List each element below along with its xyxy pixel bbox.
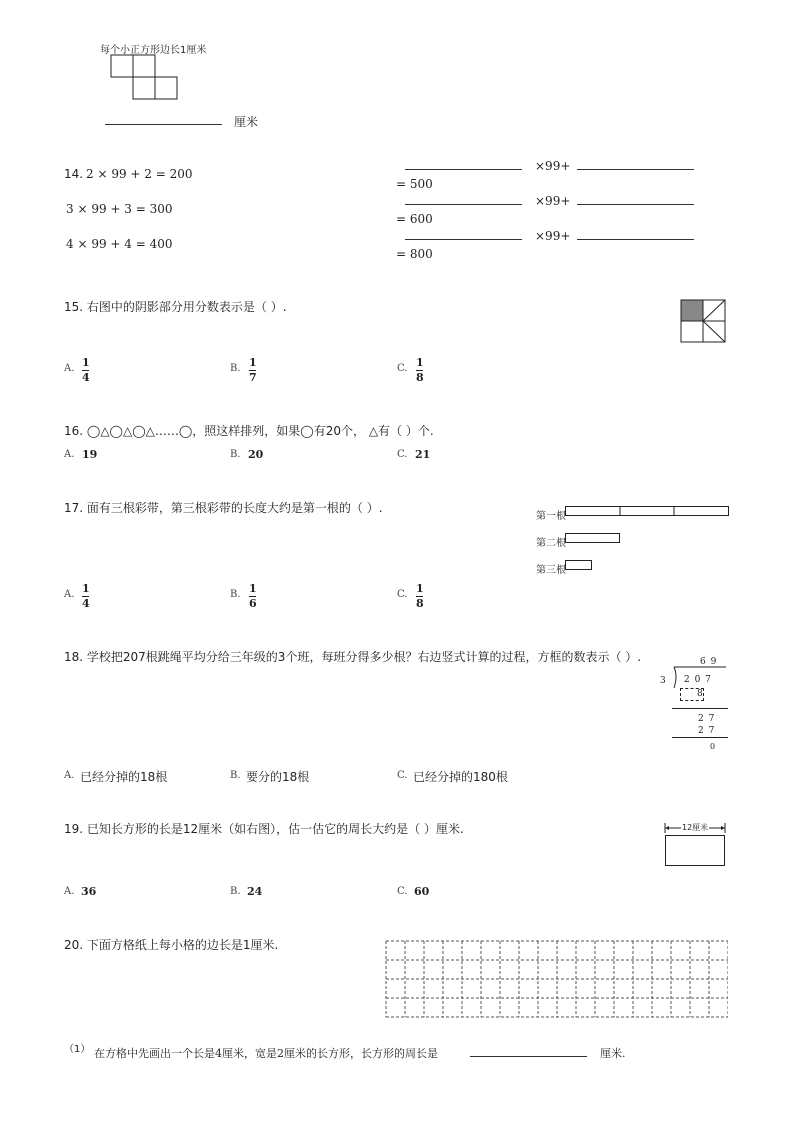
division-step-1: 2 7 bbox=[698, 714, 716, 724]
result-1: = 500 bbox=[396, 177, 433, 191]
division-remainder: 0 bbox=[710, 742, 716, 751]
question-stem: 18. 学校把207根跳绳平均分给三年级的3个班，每班分得多少根？右边竖式计算的过程，方框的数表示（ ）. bbox=[64, 650, 642, 664]
ribbon-3-label: 第三根 bbox=[536, 565, 566, 576]
ribbon-2 bbox=[565, 533, 620, 543]
numerator: 1 bbox=[416, 582, 424, 595]
question-number: 14. bbox=[64, 167, 84, 181]
option-b-fraction[interactable] bbox=[249, 357, 257, 384]
blank-2a[interactable] bbox=[405, 204, 522, 205]
numerator: 1 bbox=[82, 356, 90, 369]
equation-1: 2 × 99 + 2 = 200 bbox=[86, 167, 193, 181]
option-c-fraction[interactable] bbox=[416, 357, 424, 384]
option-b-letter: B. bbox=[230, 589, 241, 600]
shaded-square-figure bbox=[680, 299, 727, 344]
option-b-letter: B. bbox=[230, 770, 241, 781]
option-c-letter: C. bbox=[397, 363, 408, 374]
option-c-letter: C. bbox=[397, 770, 408, 781]
option-a-letter: A. bbox=[64, 449, 75, 460]
option-a-letter: A. bbox=[64, 589, 75, 600]
equation-3: 4 × 99 + 4 = 400 bbox=[66, 237, 173, 251]
option-a-fraction[interactable] bbox=[82, 357, 90, 384]
ribbon-1 bbox=[565, 506, 730, 517]
option-c-value[interactable]: 21 bbox=[415, 448, 431, 461]
question-stem: 16. ◯△◯△◯△……◯，照这样排列，如果◯有20个， △有（ ）个. bbox=[64, 424, 434, 438]
option-c-value[interactable]: 60 bbox=[414, 885, 430, 898]
denominator: 4 bbox=[82, 597, 90, 610]
option-b-value[interactable]: 要分的18根 bbox=[246, 770, 310, 784]
sub-question-text: 在方格中先画出一个长是4厘米，宽是2厘米的长方形，长方形的周长是 bbox=[94, 1047, 438, 1060]
blank-3b[interactable] bbox=[577, 239, 694, 240]
unit-label: 厘米. bbox=[600, 1047, 626, 1060]
option-a-value[interactable]: 36 bbox=[81, 885, 97, 898]
times-99-plus: ×99+ bbox=[535, 159, 571, 173]
answer-blank[interactable] bbox=[105, 124, 222, 125]
question-stem: 15. 右图中的阴影部分用分数表示是（ ）. bbox=[64, 300, 287, 314]
option-c-value[interactable]: 已经分掉的180根 bbox=[413, 770, 508, 784]
division-line-1 bbox=[672, 708, 728, 709]
rectangle-figure bbox=[665, 835, 725, 866]
grid-paper[interactable] bbox=[385, 940, 728, 1020]
option-b-letter: B. bbox=[230, 886, 241, 897]
option-a-letter: A. bbox=[64, 363, 75, 374]
question-stem: 17. 面有三根彩带，第三根彩带的长度大约是第一根的（ ）. bbox=[64, 501, 383, 515]
blank-1b[interactable] bbox=[577, 169, 694, 170]
option-a-value[interactable]: 已经分掉的18根 bbox=[80, 770, 168, 784]
blank-3a[interactable] bbox=[405, 239, 522, 240]
numerator: 1 bbox=[82, 582, 90, 595]
option-a-fraction[interactable] bbox=[82, 583, 90, 610]
times-99-plus: ×99+ bbox=[535, 194, 571, 208]
denominator: 4 bbox=[82, 371, 90, 384]
option-c-letter: C. bbox=[397, 886, 408, 897]
option-b-value[interactable]: 20 bbox=[248, 448, 264, 461]
denominator: 6 bbox=[249, 597, 257, 610]
option-b-value[interactable]: 24 bbox=[247, 885, 263, 898]
division-quotient: 6 9 bbox=[700, 657, 718, 667]
denominator: 7 bbox=[249, 371, 257, 384]
result-2: = 600 bbox=[396, 212, 433, 226]
numerator: 1 bbox=[249, 356, 257, 369]
blank-2b[interactable] bbox=[577, 204, 694, 205]
option-a-letter: A. bbox=[64, 886, 75, 897]
denominator: 8 bbox=[416, 371, 424, 384]
figure-caption: 每个小正方形边长1厘米 bbox=[100, 45, 207, 56]
option-c-fraction[interactable] bbox=[416, 583, 424, 610]
unit-label: 厘米 bbox=[234, 115, 259, 129]
ribbon-2-label: 第二根 bbox=[536, 538, 566, 549]
equation-2: 3 × 99 + 3 = 300 bbox=[66, 202, 173, 216]
division-divisor: 3 bbox=[660, 676, 666, 686]
sub-question-number: （1） bbox=[64, 1044, 91, 1055]
option-b-letter: B. bbox=[230, 363, 241, 374]
division-boxed-digit: 8 bbox=[697, 689, 703, 699]
ribbon-3 bbox=[565, 560, 592, 570]
question-stem: 19. 已知长方形的长是12厘米（如右图），估一估它的周长大约是（ ）厘米. bbox=[64, 822, 464, 836]
blank-1a[interactable] bbox=[405, 169, 522, 170]
numerator: 1 bbox=[416, 356, 424, 369]
division-line-2 bbox=[672, 737, 728, 738]
division-dividend: 2 0 7 bbox=[684, 675, 712, 685]
squares-figure bbox=[110, 54, 180, 100]
option-c-letter: C. bbox=[397, 449, 408, 460]
ribbon-1-label: 第一根 bbox=[536, 511, 566, 522]
length-label: 12厘米 bbox=[682, 823, 709, 832]
result-3: = 800 bbox=[396, 247, 433, 261]
answer-blank[interactable] bbox=[470, 1056, 587, 1057]
option-c-letter: C. bbox=[397, 589, 408, 600]
option-b-fraction[interactable] bbox=[249, 583, 257, 610]
division-step-2: 2 7 bbox=[698, 726, 716, 736]
denominator: 8 bbox=[416, 597, 424, 610]
option-a-value[interactable]: 19 bbox=[82, 448, 98, 461]
option-b-letter: B. bbox=[230, 449, 241, 460]
question-stem: 20. 下面方格纸上每小格的边长是1厘米. bbox=[64, 938, 279, 952]
option-a-letter: A. bbox=[64, 770, 75, 781]
times-99-plus: ×99+ bbox=[535, 229, 571, 243]
numerator: 1 bbox=[249, 582, 257, 595]
